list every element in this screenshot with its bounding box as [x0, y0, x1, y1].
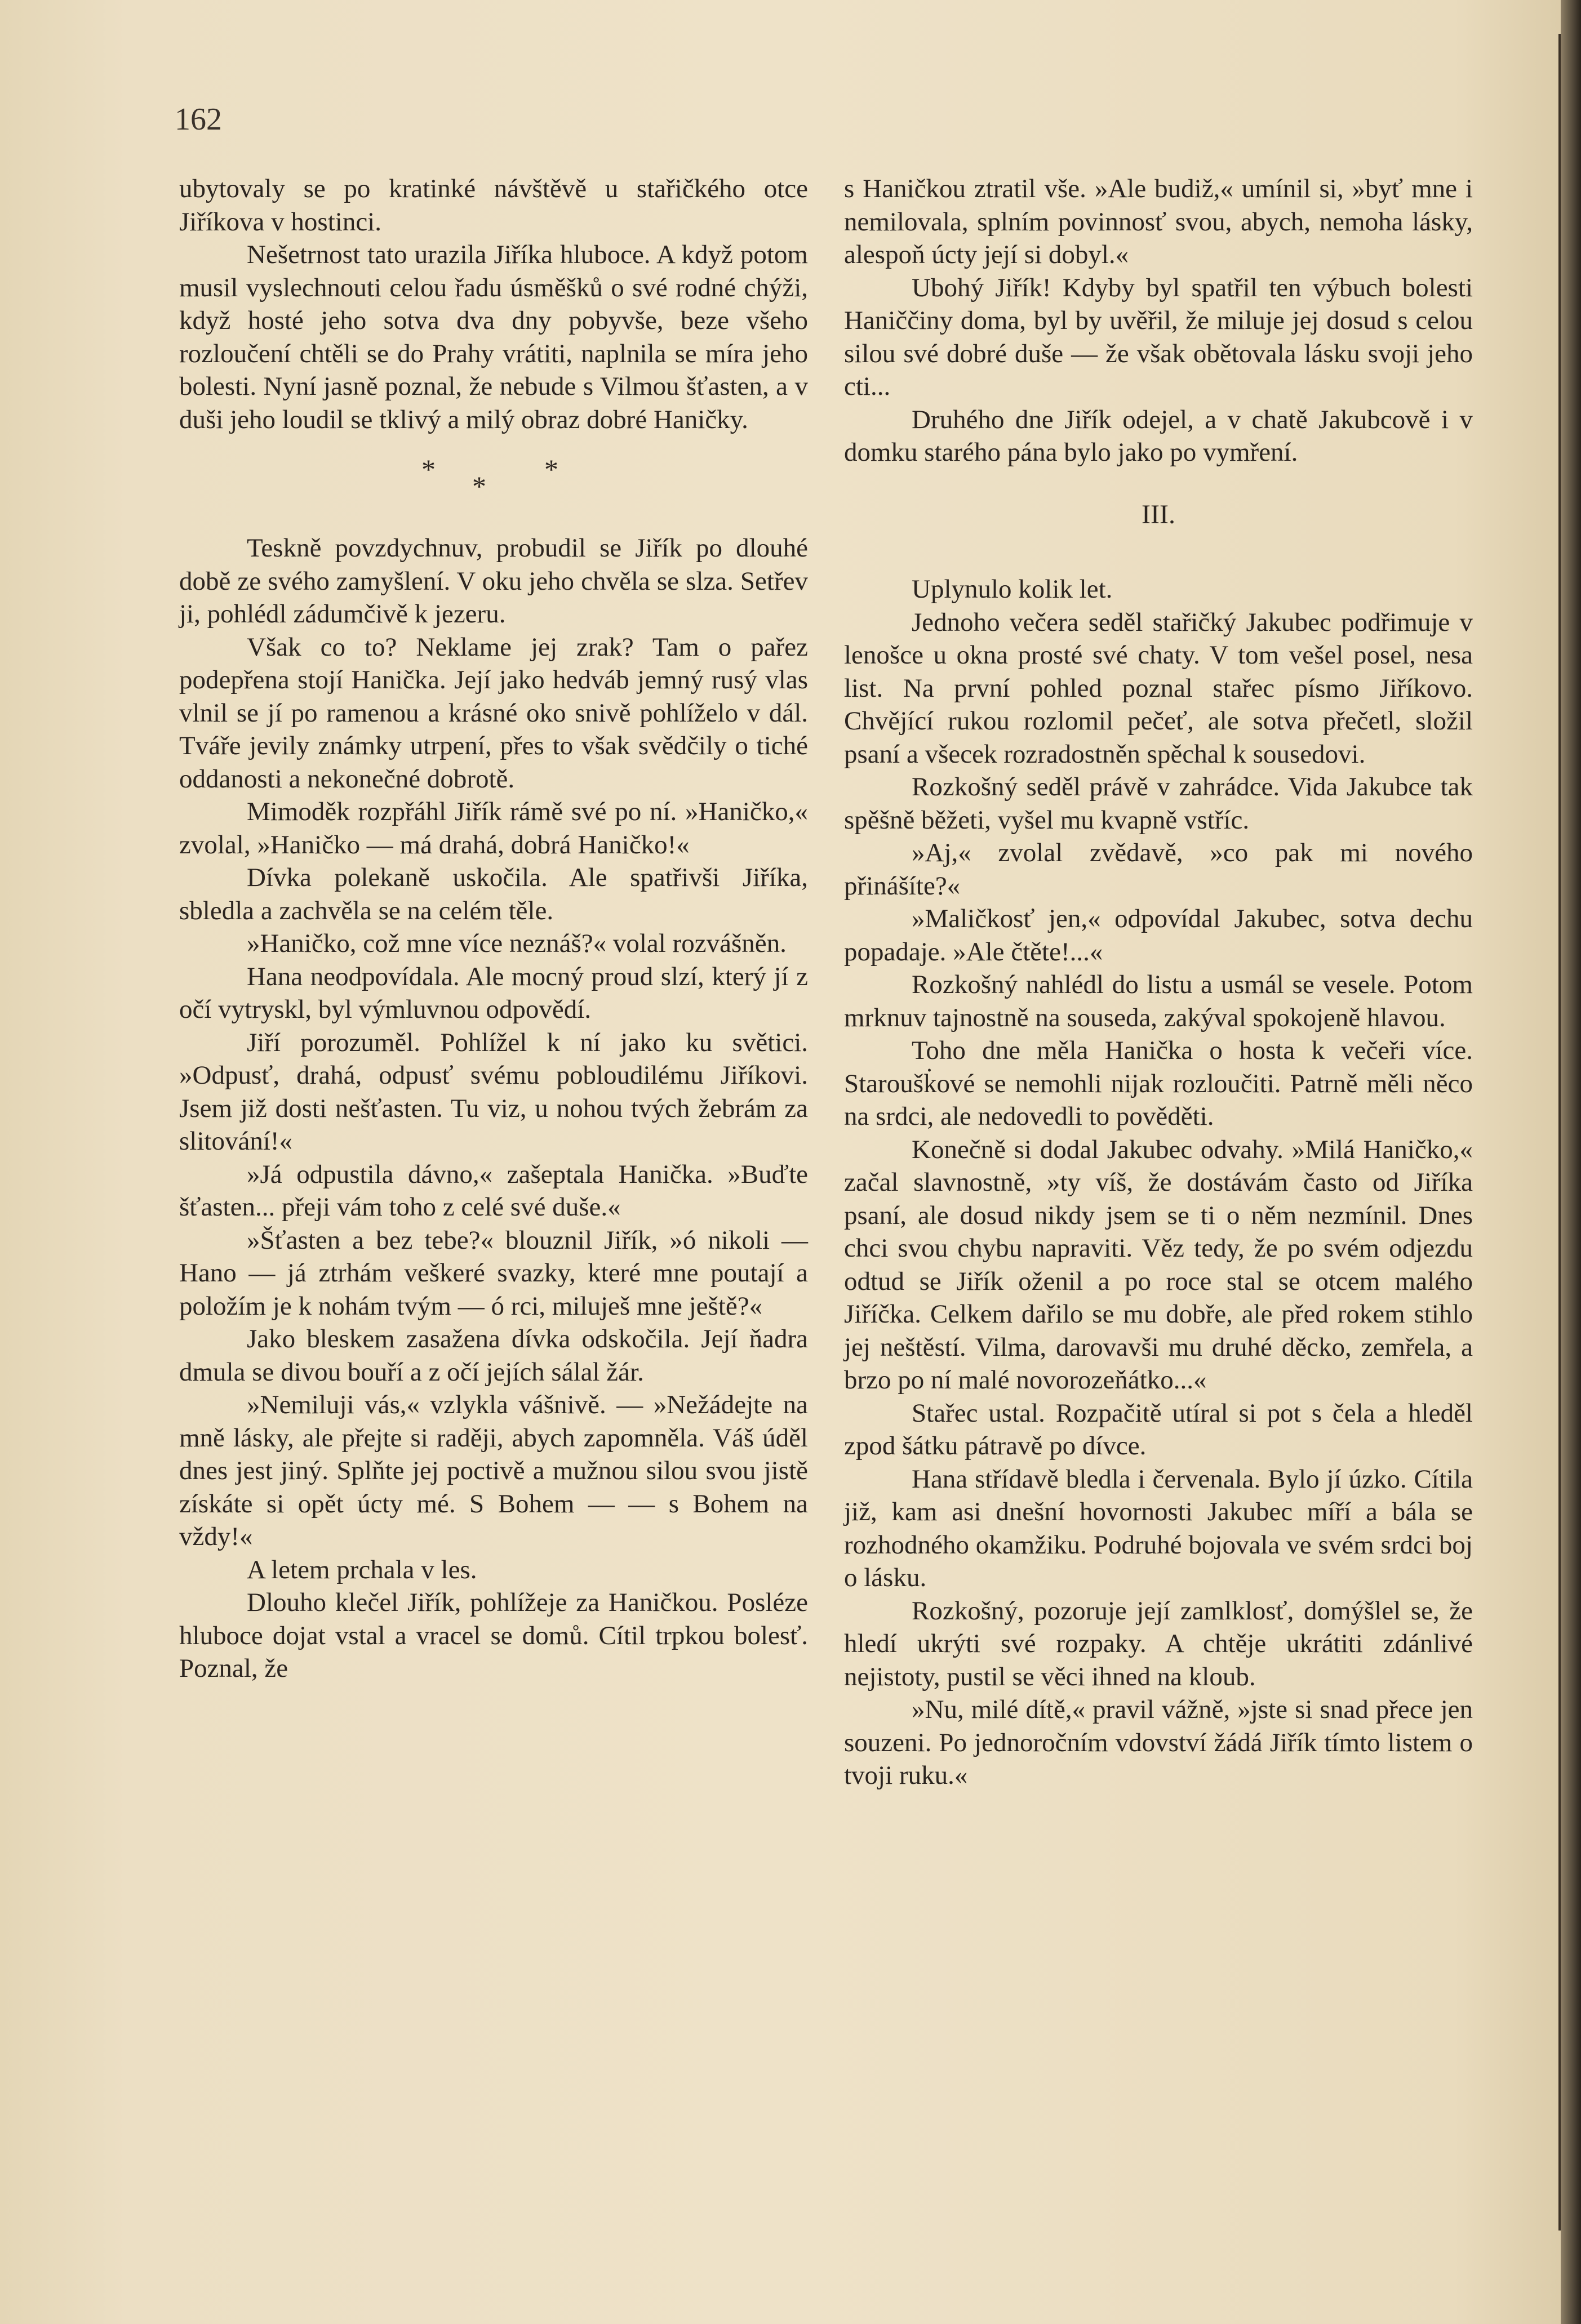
paragraph: Teskně povzdychnuv, probudil se Jiřík po dlouhé době ze svého zamyšlení. V oku jeho chvěla se slza. Setřev ji, pohlédl zádumčivě k jezeru.	[179, 533, 808, 629]
paragraph: Nešetrnost tato urazila Jiříka hluboce. A když potom musil vyslechnouti celou řadu úsměšků o své rodné chýži, když hosté jeho sotva dva dny pobyvše, beze všeho rozloučení chtěli se do Prahy vrátiti, naplnila se míra jeho bolesti. Nyní jasně poznal, že nebude s Vilmou šťasten, a v duši jeho loudil se tklivý a milý obraz dobré Haničky.	[179, 240, 808, 434]
paragraph: Rozkošný seděl právě v zahrádce. Vida Jakubce tak spěšně běžeti, vyšel mu kvapně vstříc.	[844, 772, 1473, 835]
paragraph: Jiří porozuměl. Pohlížel k ní jako ku světici. »Odpusť, drahá, odpusť svému pobloudilému Jiříkovi. Jsem již dosti nešťasten. Tu viz, u nohou tvých žebrám za slitování!«	[179, 1027, 808, 1156]
paragraph: Rozkošný, pozoruje její zamlklosť, domýšlel se, že hledí ukrýti své rozpaky. A chtěje ukrátiti zdánlivé nejistoty, pustil se věci ihned na kloub.	[844, 1596, 1473, 1691]
paragraph: Ubohý Jiřík! Kdyby byl spatřil ten výbuch bolesti Haniččiny doma, byl by uvěřil, že miluje jej dosud s celou silou své dobré duše — že však obětovala lásku svoji jeho cti...	[844, 273, 1473, 401]
asterisk: *	[472, 470, 486, 502]
paragraph: Hana střídavě bledla i červenala. Bylo jí úzko. Cítila již, kam asi dnešní hovornosti Jakubec míří a bála se rozhodného okamžiku. Podruhé bojovala ve svém srdci boj o lásku.	[844, 1464, 1473, 1592]
paragraph: Konečně si dodal Jakubec odvahy. »Milá Haničko,« začal slavnostně, »ty víš, že dostávám často od Jiříka psaní, ale dosud nikdy jsem se ti o něm nezmínil. Dnes chci svou chybu napraviti. Věz tedy, že po svém odjezdu odtud se Jiřík oženil a po roce stal se otcem malého Jiříčka. Celkem dařilo se mu dobře, ale před rokem stihlo jej neštěstí. Vilma, darovavši mu druhé děcko, zemřela, a brzo po ní malé novorozeňátko...«	[844, 1134, 1473, 1395]
section-break-asterism	[179, 442, 808, 532]
paragraph: Dlouho klečel Jiřík, pohlížeje za Haničkou. Posléze hluboce dojat vstal a vracel se domů. Cítil trpkou bolesť. Poznal, že	[179, 1588, 808, 1683]
paragraph: »Nemiluji vás,« vzlykla vášnivě. — »Nežádejte na mně lásky, ale přejte si raději, abych zapomněla. Váš úděl dnes jest jiný. Splňte jej poctivě a mužnou silou svou jistě získáte si opět úcty mé. S Bohem — — s Bohem na vždy!«	[179, 1390, 808, 1551]
paragraph: »Já odpustila dávno,« zašeptala Hanička. »Buďte šťasten... přeji vám toho z celé své duše.«	[179, 1159, 808, 1222]
page-number: 162	[175, 102, 222, 137]
paragraph: Mimoděk rozpřáhl Jiřík rámě své po ní. »Haničko,« zvolal, »Haničko — má drahá, dobrá Haničko!«	[179, 797, 808, 860]
paragraph: s Haničkou ztratil vše. »Ale budiž,« umínil si, »byť mne i nemilovala, splním povinnosť svou, abych, nemoha lásky, alespoň úcty její si dobyl.«	[844, 174, 1473, 269]
paragraph: Však co to? Neklame jej zrak? Tam o pařez podepřena stojí Hanička. Její jako hedváb jemný rusý vlas vlnil se jí po ramenou a krásné oko snivě pohlíželo v dál. Tváře jevily známky utrpení, přes to však svědčily o tiché oddanosti a nekonečné dobrotě.	[179, 632, 808, 794]
paragraph: Rozkošný nahlédl do listu a usmál se vesele. Potom mrknuv tajnostně na souseda, zakýval spokojeně hlavou.	[844, 970, 1473, 1032]
paragraph: »Šťasten a bez tebe?« blouznil Jiřík, »ó nikoli — Hano — já ztrhám veškeré svazky, které mne poutají a položím je k nohám tvým — ó rci, miluješ mne ještě?«	[179, 1225, 808, 1321]
paragraph: Druhého dne Jiřík odejel, a v chatě Jakubcově i v domku starého pána bylo jako po vymření.	[844, 404, 1473, 467]
paragraph: Stařec ustal. Rozpačitě utíral si pot s čela a hleděl zpod šátku pátravě po dívce.	[844, 1398, 1473, 1461]
paragraph: Jednoho večera seděl stařičký Jakubec podřimuje v lenošce u okna prosté své chaty. V tom vešel posel, nesa list. Na první pohled poznal stařec písmo Jiříkovo. Chvějící rukou rozlomil pečeť, ale sotva přečetl, složil psaní a všecek rozradostněn spěchal k sousedovi.	[844, 607, 1473, 769]
paragraph: Toho dne měla Hanička o hosta k večeři více. Staroušk̇ové se nemohli nijak rozloučiti. Patrně měli něco na srdci, ale nedovedli to pověděti.	[844, 1036, 1473, 1131]
paragraph: »Haničko, což mne více neznáš?« volal rozvášněn.	[247, 929, 787, 958]
asterisk: *	[421, 453, 436, 485]
paragraph: Hana neodpovídala. Ale mocný proud slzí, který jí z očí vytryskl, byl výmluvnou odpovědí.	[179, 961, 808, 1024]
left-column	[179, 172, 808, 1685]
section-heading: III.	[1142, 499, 1175, 529]
book-spine	[1561, 0, 1581, 2324]
paragraph: A letem prchala v les.	[247, 1555, 477, 1584]
paragraph: »Aj,« zvolal zvědavě, »co pak mi nového přinášíte?«	[844, 838, 1473, 901]
paragraph: Jako bleskem zasažena dívka odskočila. Její ňadra dmula se divou bouří a z očí jejích sálal žár.	[179, 1324, 808, 1387]
paragraph: »Maličkosť jen,« odpovídal Jakubec, sotva dechu popadaje. »Ale čtěte!...«	[844, 904, 1473, 967]
paragraph: »Nu, milé dítě,« pravil vážně, »jste si snad přece jen souzeni. Po jednoročním vdovství žádá Jiřík tímto listem o tvoji ruku.«	[844, 1695, 1473, 1790]
asterisk: *	[544, 453, 558, 485]
paragraph: Uplynulo kolik let.	[912, 575, 1113, 604]
paragraph: ubytovaly se po kratinké návštěvě u stařičkého otce Jiříkova v hostinci.	[179, 174, 808, 237]
paragraph: Dívka polekaně uskočila. Ale spatřivši Jiříka, sbledla a zachvěla se na celém těle.	[179, 863, 808, 925]
right-column	[844, 172, 1473, 1792]
